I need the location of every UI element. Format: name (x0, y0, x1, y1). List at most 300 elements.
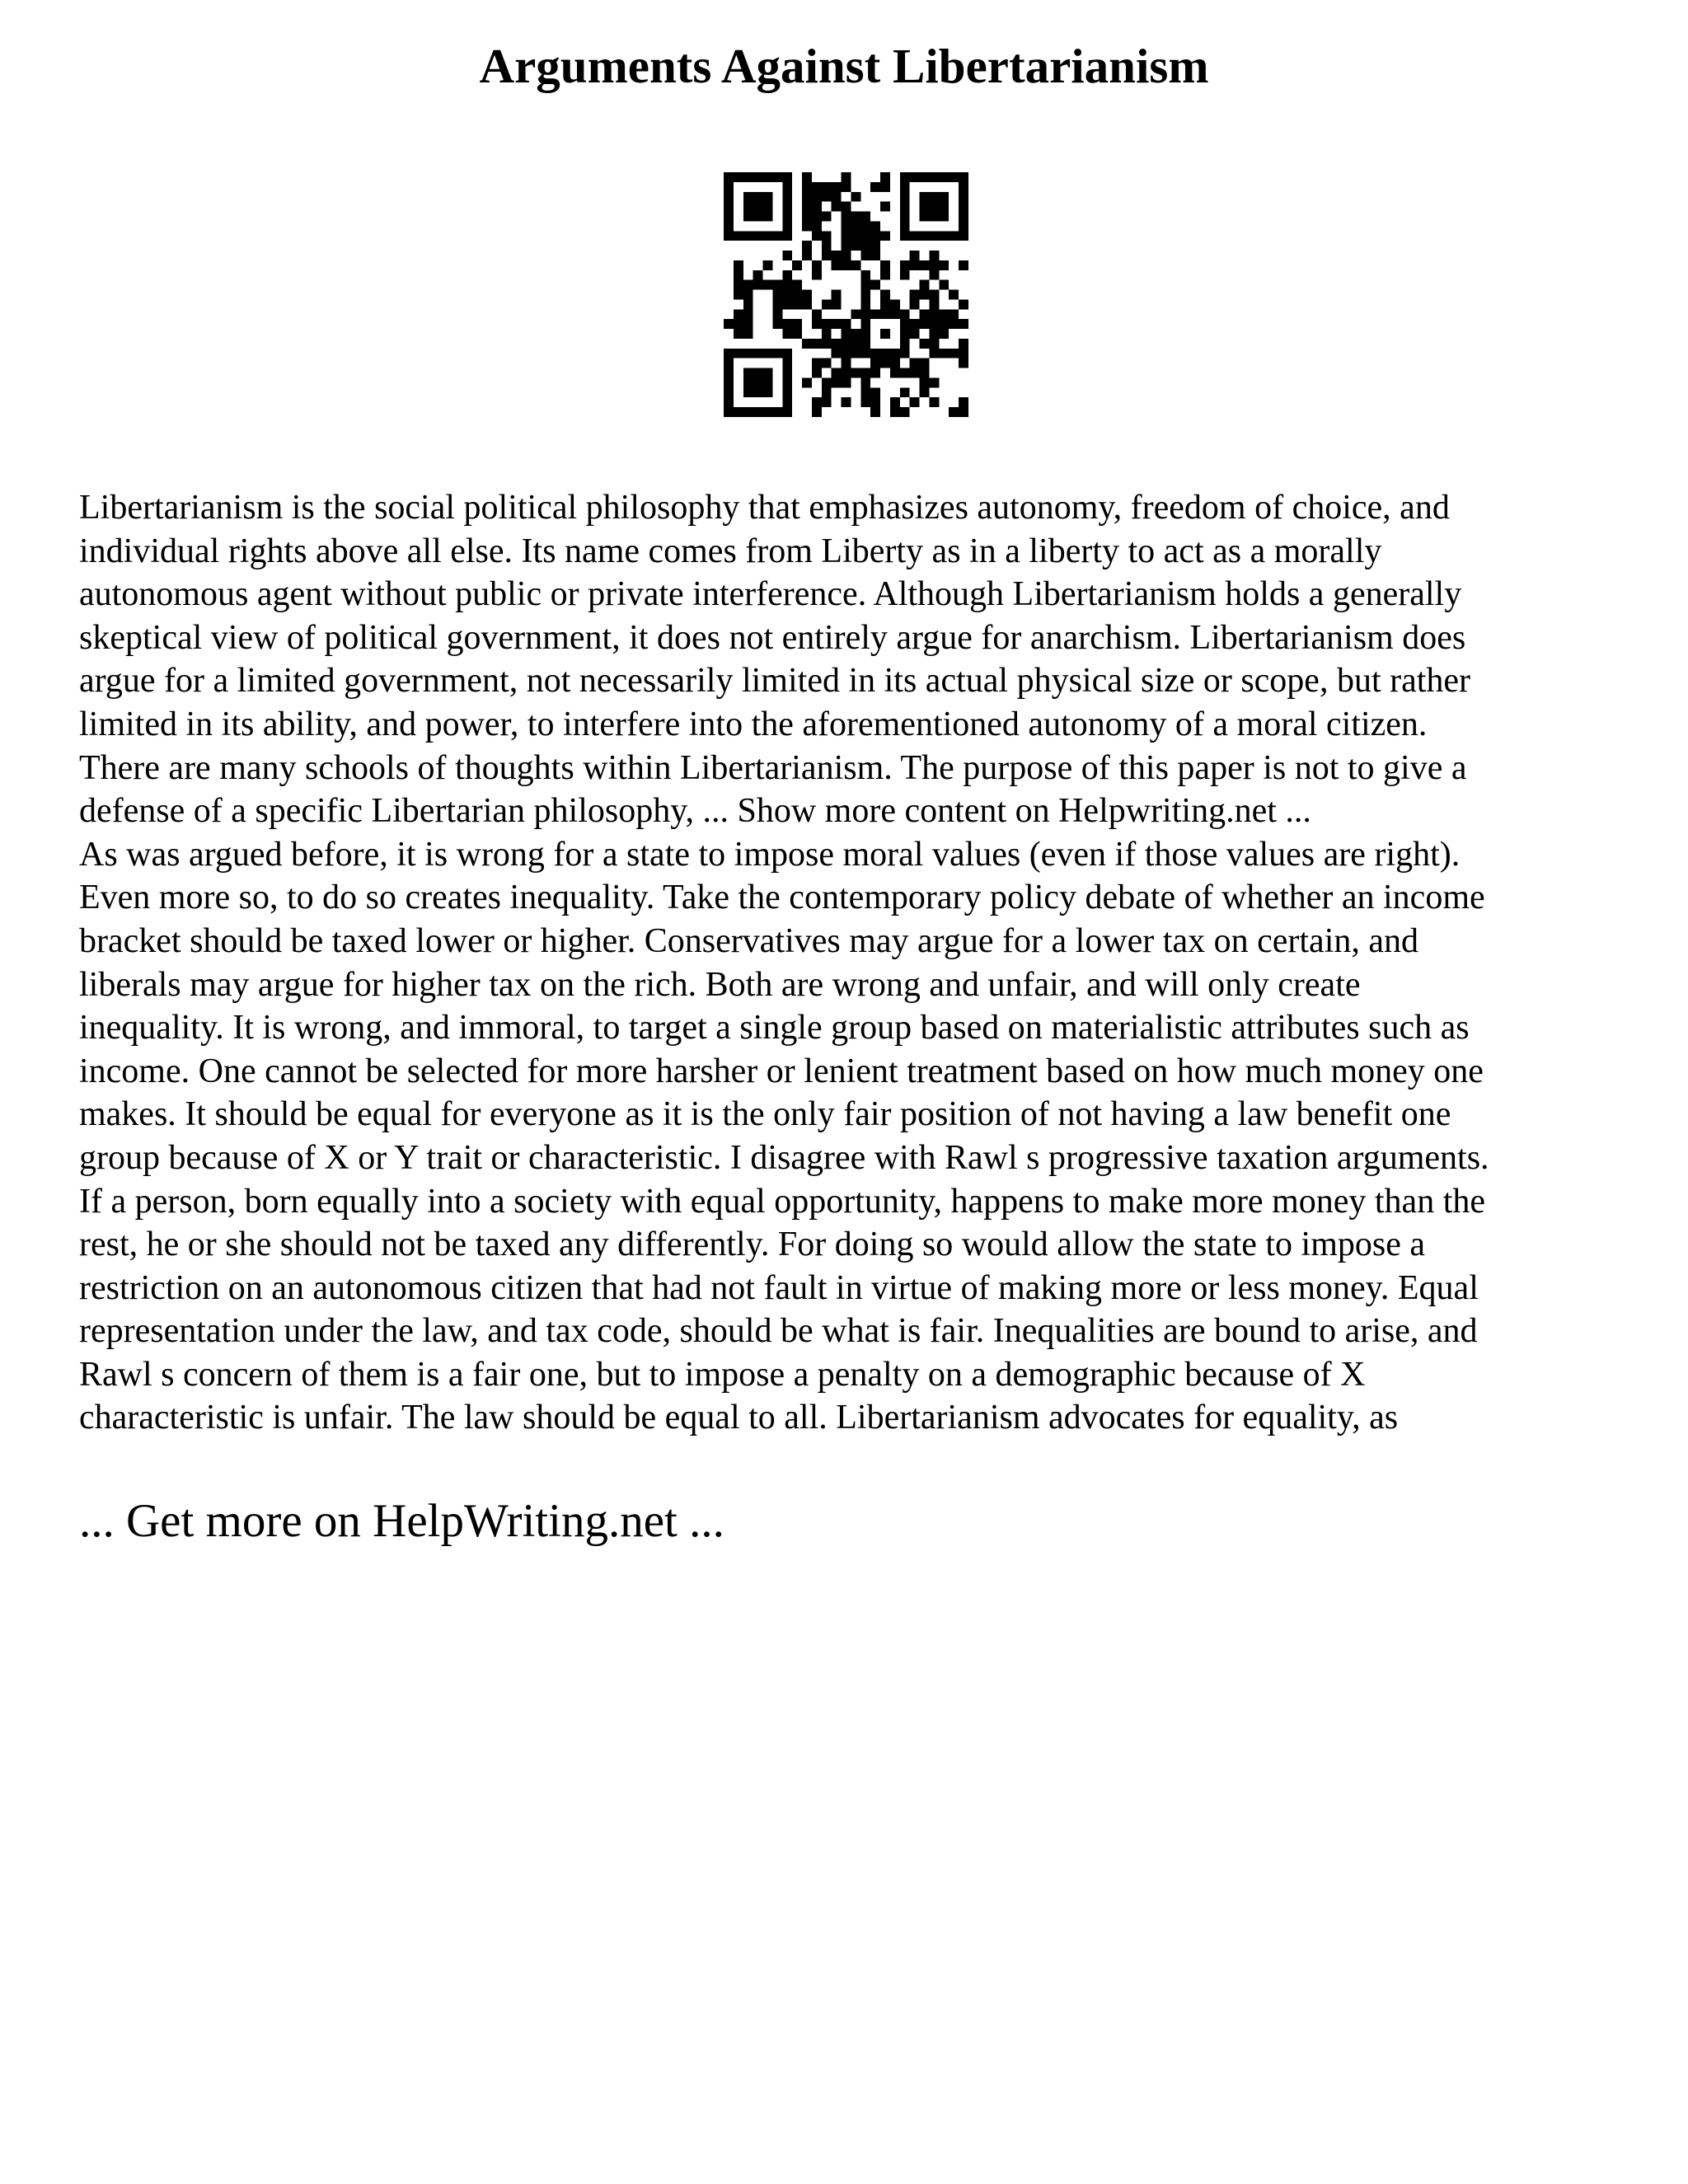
qr-module (734, 270, 743, 280)
qr-module (880, 329, 890, 339)
qr-module (763, 231, 773, 241)
qr-module (772, 172, 782, 182)
qr-module (890, 299, 900, 309)
qr-module (929, 299, 939, 309)
qr-module (743, 387, 753, 397)
qr-module (959, 212, 968, 222)
qr-module (910, 260, 920, 270)
qr-module (929, 290, 939, 300)
qr-module (949, 407, 959, 417)
qr-module (929, 202, 939, 212)
article-body (79, 486, 1629, 1440)
qr-module (812, 182, 822, 192)
qr-module (792, 260, 802, 270)
qr-module (802, 339, 812, 349)
qr-module (929, 231, 939, 241)
text-line: liberals may argue for higher tax on the rich. Both are wrong and unfair, and will only create (79, 965, 1361, 1004)
qr-module (939, 280, 949, 290)
qr-module (870, 407, 880, 417)
qr-module (743, 231, 753, 241)
qr-module (939, 172, 949, 182)
qr-module (920, 359, 930, 368)
qr-module (939, 309, 949, 319)
paragraph-2 (79, 833, 1629, 1440)
text-line: As was argued before, it is wrong for a state to impose moral values (even if those values are right). (79, 835, 1461, 874)
qr-module (822, 231, 832, 241)
qr-module (782, 221, 792, 231)
text-line: restriction on an autonomous citizen that had not fault in virtue of making more or less money. Equal (79, 1268, 1479, 1307)
qr-module (812, 339, 822, 349)
qr-module (734, 329, 743, 339)
qr-module (959, 182, 968, 192)
qr-module (792, 329, 802, 339)
qr-module (734, 309, 743, 319)
qr-module (920, 319, 930, 329)
qr-code-icon[interactable] (724, 172, 968, 417)
qr-module (880, 349, 890, 359)
qr-module (851, 241, 860, 251)
qr-module (851, 349, 860, 359)
qr-module (920, 387, 930, 397)
qr-module (782, 290, 792, 300)
qr-module (812, 231, 822, 241)
qr-module (734, 349, 743, 359)
qr-module (880, 182, 890, 192)
qr-module (812, 221, 822, 231)
qr-module (929, 270, 939, 280)
qr-module (832, 377, 842, 387)
qr-module (822, 299, 832, 309)
qr-module (860, 349, 870, 359)
qr-module (763, 212, 773, 222)
qr-module (920, 192, 930, 202)
qr-module (959, 202, 968, 212)
qr-module (929, 349, 939, 359)
qr-module (860, 270, 870, 280)
qr-module (842, 359, 851, 368)
qr-module (900, 172, 910, 182)
qr-module (743, 299, 753, 309)
text-line: inequality. It is wrong, and immoral, to target a single group based on materialistic attributes such as (79, 1009, 1470, 1047)
qr-module (724, 387, 734, 397)
qr-module (842, 260, 851, 270)
qr-module (939, 212, 949, 222)
qr-module (910, 172, 920, 182)
qr-module (959, 260, 968, 270)
qr-module (860, 290, 870, 300)
qr-module (842, 202, 851, 212)
text-line: income. One cannot be selected for more harsher or lenient treatment based on how much money one (79, 1052, 1484, 1090)
qr-module (910, 319, 920, 329)
qr-module (734, 260, 743, 270)
qr-module (920, 290, 930, 300)
qr-module (734, 407, 743, 417)
qr-module (734, 319, 743, 329)
qr-module (900, 368, 910, 378)
qr-module (929, 397, 939, 407)
qr-module (890, 349, 900, 359)
qr-module (743, 319, 753, 329)
qr-module (822, 377, 832, 387)
qr-module (860, 368, 870, 378)
qr-module (851, 260, 860, 270)
qr-module (743, 172, 753, 182)
qr-module (763, 192, 773, 202)
qr-module (939, 349, 949, 359)
text-line: skeptical view of political government, it does not entirely argue for anarchism. Libertarianism does (79, 618, 1466, 657)
qr-module (763, 280, 773, 290)
qr-module (870, 231, 880, 241)
qr-module (753, 368, 763, 378)
qr-module (851, 192, 860, 202)
qr-module (959, 231, 968, 241)
qr-module (782, 182, 792, 192)
qr-module (842, 377, 851, 387)
qr-module (763, 260, 773, 270)
qr-module (743, 377, 753, 387)
qr-module (734, 290, 743, 300)
qr-module (929, 377, 939, 387)
qr-module (842, 221, 851, 231)
qr-module (724, 182, 734, 192)
text-line: Libertarianism is the social political philosophy that emphasizes autonomy, freedom of choice, and (79, 489, 1450, 527)
qr-module (959, 319, 968, 329)
qr-module (890, 368, 900, 378)
qr-module (822, 329, 832, 339)
qr-module (822, 339, 832, 349)
qr-module (782, 280, 792, 290)
qr-module (763, 368, 773, 378)
qr-module (949, 349, 959, 359)
qr-module (792, 299, 802, 309)
qr-module (880, 231, 890, 241)
qr-module (890, 397, 900, 407)
qr-module (959, 299, 968, 309)
qr-module (860, 251, 870, 260)
qr-module (860, 299, 870, 309)
qr-module (870, 397, 880, 407)
qr-module (929, 309, 939, 319)
qr-module (890, 359, 900, 368)
qr-module (900, 407, 910, 417)
qr-module (860, 241, 870, 251)
qr-module (792, 290, 802, 300)
qr-module (753, 192, 763, 202)
qr-module (910, 290, 920, 300)
qr-module (870, 182, 880, 192)
qr-module (900, 202, 910, 212)
qr-module (782, 329, 792, 339)
qr-module (753, 172, 763, 182)
qr-module (822, 251, 832, 260)
qr-module (920, 280, 930, 290)
qr-module (920, 260, 930, 270)
qr-module (792, 280, 802, 290)
qr-module (880, 172, 890, 182)
qr-module (880, 290, 890, 300)
qr-module (870, 387, 880, 397)
qr-module (822, 241, 832, 251)
qr-module (822, 182, 832, 192)
qr-module (812, 260, 822, 270)
qr-module (939, 329, 949, 339)
qr-module (860, 221, 870, 231)
qr-module (812, 368, 822, 378)
qr-module (763, 349, 773, 359)
qr-module (772, 290, 782, 300)
qr-module (900, 387, 910, 397)
qr-module (959, 397, 968, 407)
qr-module (743, 280, 753, 290)
qr-module (763, 407, 773, 417)
text-line: argue for a limited government, not necessarily limited in its actual physical size or scope, but rather (79, 662, 1471, 701)
qr-module (772, 231, 782, 241)
text-line: characteristic is unfair. The law should be equal to all. Libertarianism advocates for equality, as (79, 1399, 1399, 1437)
qr-module (812, 202, 822, 212)
qr-module (870, 349, 880, 359)
qr-module (851, 339, 860, 349)
qr-module (753, 202, 763, 212)
qr-module (870, 251, 880, 260)
qr-module (753, 231, 763, 241)
qr-module (910, 329, 920, 339)
qr-module (802, 182, 812, 192)
qr-module (782, 192, 792, 202)
qr-module (842, 251, 851, 260)
qr-module (782, 377, 792, 387)
qr-module (880, 299, 890, 309)
qr-module (929, 260, 939, 270)
qr-module (724, 368, 734, 378)
qr-module (851, 231, 860, 241)
qr-module (920, 231, 930, 241)
qr-module (832, 319, 842, 329)
text-line: autonomous agent without public or private interference. Although Libertarianism holds a generally (79, 575, 1462, 614)
qr-module (753, 212, 763, 222)
qr-module (822, 387, 832, 397)
qr-module (860, 212, 870, 222)
qr-module (949, 290, 959, 300)
qr-module (822, 319, 832, 329)
qr-module (959, 359, 968, 368)
qr-module (870, 368, 880, 378)
qr-module (880, 202, 890, 212)
qr-module (842, 339, 851, 349)
qr-module (832, 192, 842, 202)
qr-module (900, 270, 910, 280)
qr-module (851, 212, 860, 222)
qr-module (772, 319, 782, 329)
qr-module (939, 231, 949, 241)
qr-module (900, 349, 910, 359)
qr-module (812, 319, 822, 329)
qr-module (822, 397, 832, 407)
qr-module (860, 231, 870, 241)
qr-module (802, 212, 812, 222)
qr-module (900, 182, 910, 192)
qr-module (763, 202, 773, 212)
qr-module (782, 202, 792, 212)
qr-module (734, 172, 743, 182)
qr-module (802, 377, 812, 387)
qr-module (920, 172, 930, 182)
qr-module (949, 319, 959, 329)
qr-module (900, 260, 910, 270)
qr-module (939, 202, 949, 212)
document-title: Arguments Against Libertarianism (479, 39, 1209, 93)
text-line: rest, he or she should not be taxed any differently. For doing so would allow the state to impose a (79, 1226, 1426, 1264)
qr-module (929, 172, 939, 182)
qr-module (772, 299, 782, 309)
qr-module (929, 319, 939, 329)
qr-module (763, 172, 773, 182)
qr-module (832, 182, 842, 192)
qr-module (959, 221, 968, 231)
qr-module (920, 212, 930, 222)
qr-module (920, 377, 930, 387)
qr-module (724, 319, 734, 329)
text-line: There are many schools of thoughts within Libertarianism. The purpose of this paper is not to give a (79, 748, 1467, 787)
qr-module (724, 172, 734, 182)
qr-module (724, 221, 734, 231)
qr-module (753, 349, 763, 359)
qr-module (812, 407, 822, 417)
qr-module (782, 270, 792, 280)
qr-module (851, 221, 860, 231)
qr-module (772, 349, 782, 359)
qr-module (822, 359, 832, 368)
qr-module (860, 397, 870, 407)
qr-module (812, 212, 822, 222)
qr-module (832, 368, 842, 378)
qr-module (929, 251, 939, 260)
qr-module (724, 231, 734, 241)
qr-module (743, 202, 753, 212)
qr-module (724, 349, 734, 359)
qr-module (870, 359, 880, 368)
qr-module (832, 299, 842, 309)
qr-module (851, 329, 860, 339)
qr-module (959, 172, 968, 182)
qr-module (832, 260, 842, 270)
qr-module (880, 359, 890, 368)
qr-module (920, 309, 930, 319)
qr-module (782, 387, 792, 397)
qr-module (802, 192, 812, 202)
qr-module (890, 309, 900, 319)
qr-module (842, 368, 851, 378)
get-more-link[interactable]: ... Get more on HelpWriting.net ... (79, 1495, 724, 1547)
qr-module (782, 212, 792, 222)
qr-module (802, 202, 812, 212)
qr-module (910, 231, 920, 241)
qr-module (743, 290, 753, 300)
qr-module (782, 251, 792, 260)
qr-module (890, 407, 900, 417)
qr-module (860, 280, 870, 290)
qr-module (782, 397, 792, 407)
qr-module (860, 377, 870, 387)
qr-module (880, 309, 890, 319)
qr-module (822, 192, 832, 202)
qr-module (949, 231, 959, 241)
qr-module (939, 192, 949, 202)
qr-module (842, 329, 851, 339)
paragraph-1 (79, 486, 1629, 833)
qr-module (802, 221, 812, 231)
qr-module (870, 280, 880, 290)
qr-module (743, 407, 753, 417)
qr-module (724, 397, 734, 407)
qr-module (842, 349, 851, 359)
text-line: representation under the law, and tax code, should be what is fair. Inequalities are bound to arise, and (79, 1312, 1478, 1351)
qr-module (782, 407, 792, 417)
qr-code-graphic (724, 172, 968, 417)
qr-module (832, 349, 842, 359)
qr-module (743, 349, 753, 359)
qr-module (860, 309, 870, 319)
qr-module (802, 251, 812, 260)
qr-module (724, 212, 734, 222)
qr-module (782, 319, 792, 329)
qr-module (880, 260, 890, 270)
qr-module (959, 339, 968, 349)
text-line: bracket should be taxed lower or higher. Conservatives may argue for a lower tax on certain, and (79, 921, 1418, 960)
qr-module (724, 407, 734, 417)
qr-module (832, 290, 842, 300)
qr-module (842, 172, 851, 182)
qr-module (842, 319, 851, 329)
qr-module (724, 192, 734, 202)
qr-module (763, 387, 773, 397)
qr-module (851, 368, 860, 378)
qr-module (851, 309, 860, 319)
qr-module (920, 339, 930, 349)
qr-module (802, 290, 812, 300)
qr-module (842, 231, 851, 241)
qr-module (900, 212, 910, 222)
qr-module (753, 270, 763, 280)
qr-module (860, 319, 870, 329)
qr-module (782, 359, 792, 368)
qr-module (792, 319, 802, 329)
qr-module (724, 377, 734, 387)
qr-module (860, 339, 870, 349)
qr-module (734, 231, 743, 241)
text-line: limited in its ability, and power, to interfere into the aforementioned autonomy of a moral citizen. (79, 705, 1428, 743)
qr-module (734, 280, 743, 290)
text-line: makes. It should be equal for everyone as it is the only fair position of not having a law benefit one (79, 1095, 1451, 1134)
qr-module (753, 407, 763, 417)
qr-module (860, 329, 870, 339)
qr-module (802, 172, 812, 182)
text-line: defense of a specific Libertarian philosophy, ... Show more content on Helpwriting.net ... (79, 792, 1311, 831)
qr-module (743, 368, 753, 378)
qr-module (832, 202, 842, 212)
qr-module (910, 359, 920, 368)
qr-module (860, 387, 870, 397)
qr-module (743, 192, 753, 202)
qr-module (880, 270, 890, 280)
qr-module (939, 260, 949, 270)
qr-module (900, 309, 910, 319)
qr-module (743, 212, 753, 222)
qr-module (920, 368, 930, 378)
text-line: If a person, born equally into a society with equal opportunity, happens to make more money than the (79, 1182, 1486, 1221)
qr-module (782, 172, 792, 182)
qr-module (782, 299, 792, 309)
qr-module (772, 280, 782, 290)
